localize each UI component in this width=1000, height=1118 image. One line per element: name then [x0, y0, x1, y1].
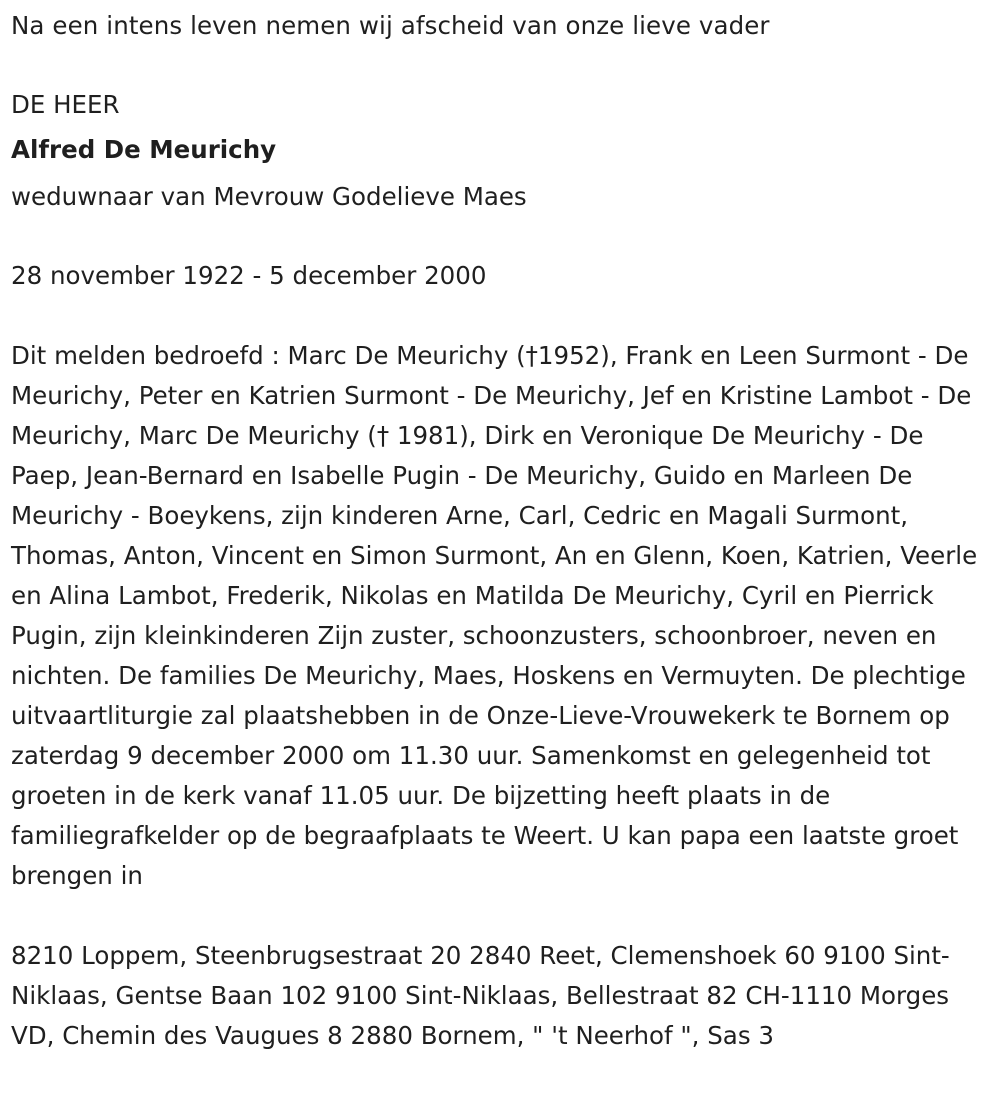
intro-line: Na een intens leven nemen wij afscheid van onze lieve vader	[11, 11, 770, 40]
widower-line: weduwnaar van Mevrouw Godelieve Maes	[11, 182, 527, 211]
life-dates: 28 november 1922 - 5 december 2000	[11, 261, 487, 290]
announcement-body: Dit melden bedroefd : Marc De Meurichy (†1952), Frank en Leen Surmont - De Meurichy, Peter en Katrien Surmont - De Meurichy, Jef en Kristine Lambot - De Meurichy, Marc De Meurichy († 1981), Dirk en Veronique De Meurichy - De Paep, Jean-Bernard en Isabelle Pugin - De Meurichy, Guido en Marleen De Meurichy - Boeykens, zijn kinderen Arne, Carl, Cedric en Magali Surmont, Thomas, Anton, Vincent en Simon Surmont, An en Glenn, Koen, Katrien, Veerle en Alina Lambot, Frederik, Nikolas en Matilda De Meurichy, Cyril en Pierrick Pugin, zijn kleinkinderen Zijn zuster, schoonzusters, schoonbroer, neven en nichten. De families De Meurichy, Maes, Hoskens en Vermuyten. De plechtige uitvaartliturgie zal plaatshebben in de Onze-Lieve-Vrouwekerk te Bornem op zaterdag 9 december 2000 om 11.30 uur. Samenkomst en gelegenheid tot groeten in de kerk vanaf 11.05 uur. De bijzetting heeft plaats in de familiegrafkelder op de begraafplaats te Weert. U kan papa een laatste groet brengen in	[11, 341, 978, 890]
family-addresses: 8210 Loppem, Steenbrugsestraat 20 2840 Reet, Clemenshoek 60 9100 Sint-Niklaas, Gentse Baan 102 9100 Sint-Niklaas, Bellestraat 82 CH-1110 Morges VD, Chemin des Vaugues 8 2880 Bornem, " 't Neerhof ", Sas 3	[11, 941, 950, 1050]
honorific-title: DE HEER	[11, 90, 120, 119]
deceased-name: Alfred De Meurichy	[11, 135, 277, 164]
